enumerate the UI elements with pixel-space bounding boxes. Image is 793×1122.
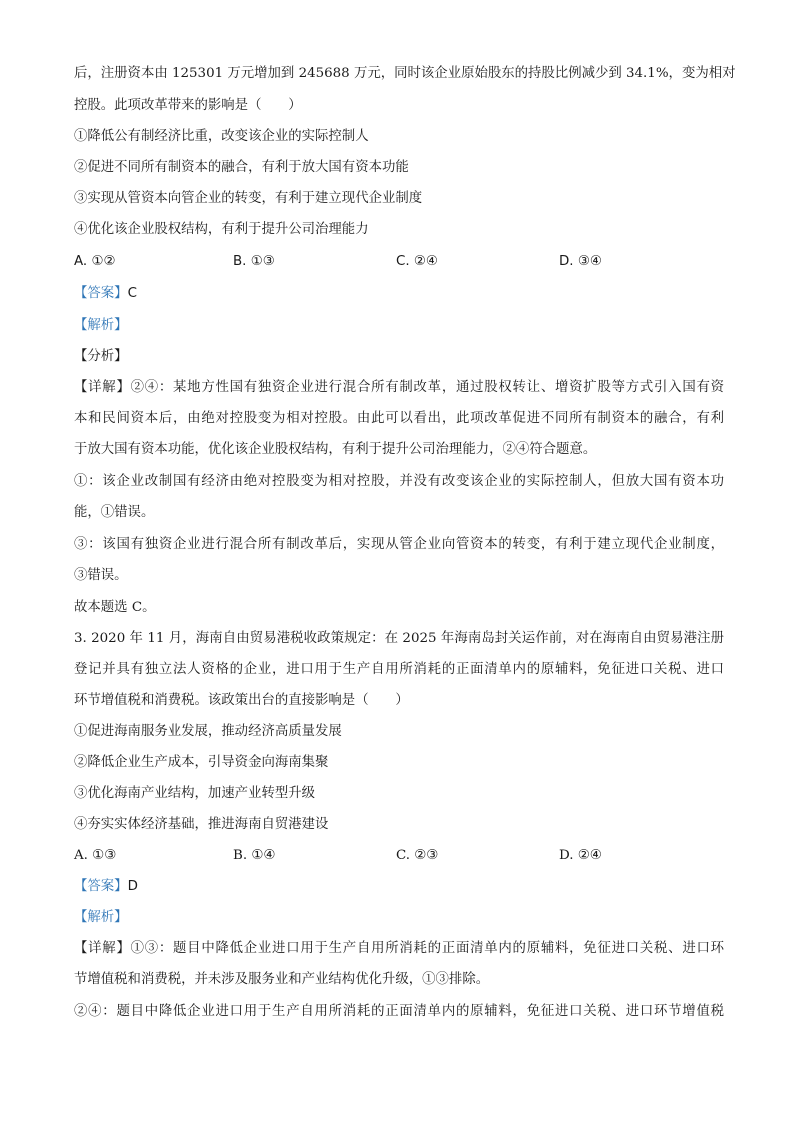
conclusion-line: 故本题选 C。 — [74, 600, 156, 615]
note-line: ③：该国有独资企业进行混合所有制改革后，实现从管企业向管资本的转变，有利于建立现代企业制度， — [74, 537, 724, 552]
analysis-tag: 【解析】 — [74, 318, 128, 333]
note-line: ③错误。 — [74, 568, 128, 583]
answer-value: D — [127, 879, 138, 894]
detail-line: 本和民间资本后，由绝对控股变为相对控股。由此可以看出，此项改革促进不同所有制资本的融合，有利 — [74, 411, 724, 426]
detail-tag: 【详解】 — [74, 380, 131, 395]
answer-value: C — [127, 286, 137, 301]
detail-line: 节增值税和消费税，并未涉及服务业和产业结构优化升级，①③排除。 — [74, 972, 490, 987]
answer-line — [74, 877, 724, 897]
question-stem-line: 3. 2020 年 11 月，海南自由贸易港税收政策规定：在 2025 年海南岛封关运作前，对在海南自由贸易港注册 — [74, 631, 724, 646]
note-line: 能，①错误。 — [74, 505, 155, 520]
question-stem-line: 登记并具有独立法人资格的企业，进口用于生产自用所消耗的正面清单内的原辅料，免征进口关税、进口 — [74, 662, 724, 677]
option-b: B. ①③ — [233, 254, 275, 269]
option-c: C. ②③ — [396, 848, 439, 863]
option-a: A. ①③ — [74, 848, 117, 863]
detail-text: ①③：题目中降低企业进口用于生产自用所消耗的正面清单内的原辅料，免征进口关税、进口环 — [130, 941, 725, 956]
choice-item: ③实现从管资本向管企业的转变，有利于建立现代企业制度 — [74, 191, 423, 206]
detail-tag: 【详解】 — [74, 941, 131, 956]
choice-item: ②促进不同所有制资本的融合，有利于放大国有资本功能 — [74, 160, 409, 175]
question-stem-line: 控股。此项改革带来的影响是（ ） — [74, 98, 302, 113]
answer-tag: 【答案】 — [74, 879, 128, 894]
choice-item: ①降低公有制经济比重，改变该企业的实际控制人 — [74, 129, 369, 144]
answer-line — [74, 284, 724, 304]
detail-line — [74, 378, 724, 398]
choice-item: ①促进海南服务业发展，推动经济高质量发展 — [74, 724, 342, 739]
choice-item: ③优化海南产业结构，加速产业转型升级 — [74, 786, 316, 801]
option-d: D. ②④ — [559, 848, 602, 863]
detail-line — [74, 939, 724, 959]
detail-line: 于放大国有资本功能，优化该企业股权结构，有利于提升公司治理能力，②④符合题意。 — [74, 442, 597, 457]
fenxi-tag: 【分析】 — [74, 349, 128, 364]
question-stem-line: 环节增值税和消费税。该政策出台的直接影响是（ ） — [74, 693, 409, 708]
option-a: A. ①② — [74, 254, 116, 269]
question-stem-line: 后，注册资本由 125301 万元增加到 245688 万元，同时该企业原始股东的持股比例减少到 34.1%，变为相对 — [74, 66, 736, 81]
choice-item: ④优化该企业股权结构，有利于提升公司治理能力 — [74, 222, 369, 237]
note-line: ①：该企业改制国有经济由绝对控股变为相对控股，并没有改变该企业的实际控制人，但放大国有资本功 — [74, 474, 724, 489]
choice-item: ④夯实实体经济基础，推进海南自贸港建设 — [74, 817, 329, 832]
detail-text: ②④：某地方性国有独资企业进行混合所有制改革，通过股权转让、增资扩股等方式引入国有资 — [130, 380, 725, 395]
analysis-tag: 【解析】 — [74, 910, 128, 925]
answer-tag: 【答案】 — [74, 286, 128, 301]
option-d: D. ③④ — [559, 254, 602, 269]
option-b: B. ①④ — [233, 848, 276, 863]
choice-item: ②降低企业生产成本，引导资金向海南集聚 — [74, 755, 329, 770]
option-c: C. ②④ — [396, 254, 438, 269]
detail-line: ②④：题目中降低企业进口用于生产自用所消耗的正面清单内的原辅料，免征进口关税、进口环节增值税 — [74, 1004, 724, 1019]
